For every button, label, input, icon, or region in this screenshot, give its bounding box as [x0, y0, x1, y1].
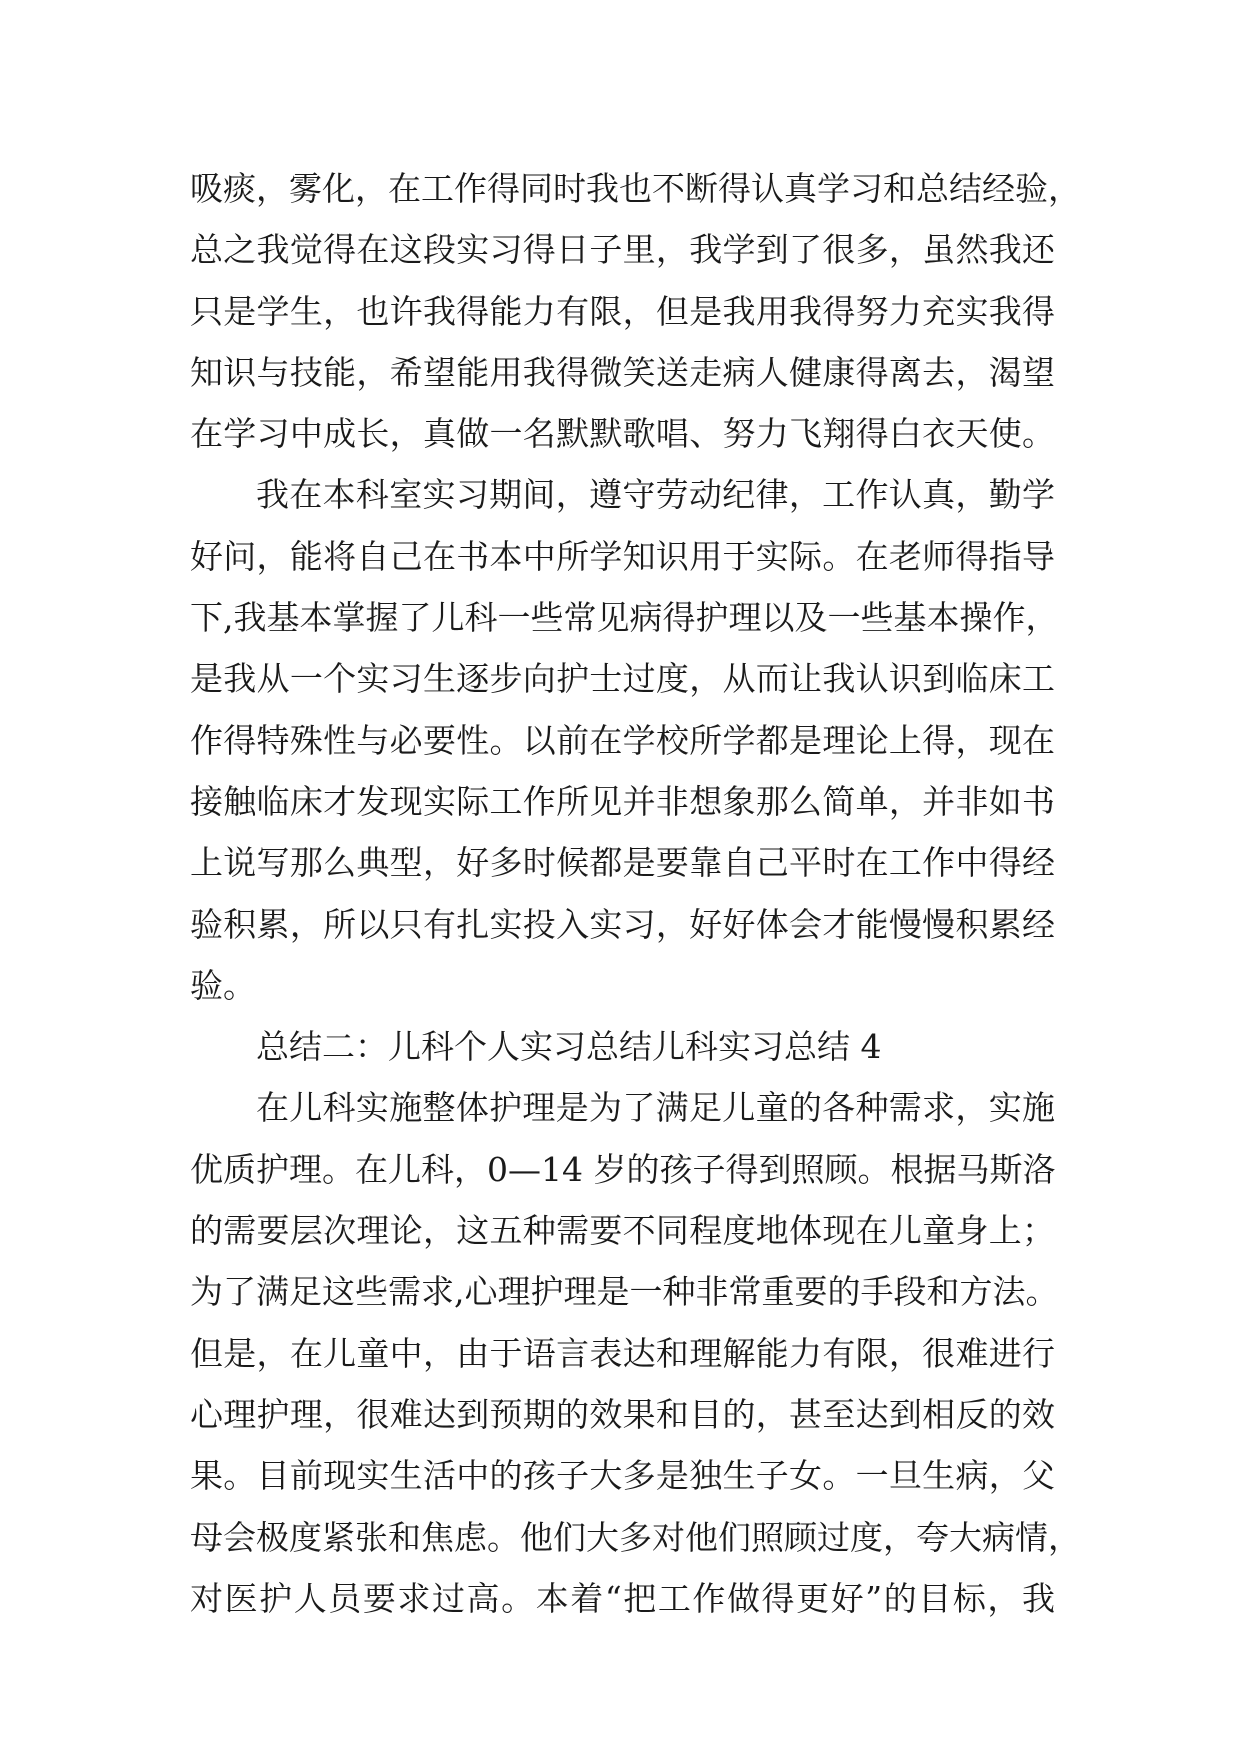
text-line: 是我从一个实习生逐步向护士过度，从而让我认识到临床工 — [190, 659, 1055, 699]
text-line: 但是，在儿童中，由于语言表达和理解能力有限，很难进行 — [190, 1333, 1055, 1373]
text-line: 吸痰，雾化，在工作得同时我也不断得认真学习和总结经验， — [190, 169, 1081, 208]
text-line: 验。 — [190, 965, 256, 1005]
text-line: 好问，能将自己在书本中所学知识用于实际。在老师得指导 — [190, 536, 1055, 576]
text-line: 作得特殊性与必要性。以前在学校所学都是理论上得，现在 — [190, 720, 1055, 760]
text-line: 优质护理。在儿科，0—14 岁的孩子得到照顾。根据马斯洛 — [190, 1149, 1056, 1189]
text-line: 我在本科室实习期间，遵守劳动纪律，工作认真，勤学 — [256, 475, 1055, 515]
text-line: 只是学生，也许我得能力有限，但是我用我得努力充实我得 — [190, 291, 1055, 331]
text-line: 为了满足这些需求,心理护理是一种非常重要的手段和方法。 — [190, 1272, 1059, 1312]
body-text — [190, 158, 1081, 1629]
text-line: 总之我觉得在这段实习得日子里，我学到了很多，虽然我还 — [190, 230, 1055, 270]
text-line: 果。目前现实生活中的孩子大多是独生子女。一旦生病，父 — [190, 1456, 1055, 1496]
text-line: 对医护人员要求过高。本着“把工作做得更好”的目标，我 — [190, 1578, 1055, 1618]
text-line: 接触临床才发现实际工作所见并非想象那么简单，并非如书 — [190, 781, 1055, 821]
text-line: 下,我基本掌握了儿科一些常见病得护理以及一些基本操作， — [190, 598, 1059, 638]
text-line: 心理护理，很难达到预期的效果和目的，甚至达到相反的效 — [190, 1394, 1055, 1434]
text-line: 验积累，所以只有扎实投入实习，好好体会才能慢慢积累经 — [190, 904, 1055, 944]
text-line: 的需要层次理论，这五种需要不同程度地体现在儿童身上； — [190, 1211, 1055, 1251]
text-line: 知识与技能，希望能用我得微笑送走病人健康得离去，渴望 — [190, 352, 1055, 392]
text-line: 上说写那么典型，好多时候都是要靠自己平时在工作中得经 — [190, 843, 1055, 883]
text-line: 在学习中成长，真做一名默默歌唱、努力飞翔得白衣天使。 — [190, 414, 1055, 454]
text-line: 在儿科实施整体护理是为了满足儿童的各种需求，实施 — [256, 1088, 1055, 1128]
text-line: 总结二：儿科个人实习总结儿科实习总结 4 — [256, 1027, 882, 1067]
text-line: 母会极度紧张和焦虑。他们大多对他们照顾过度，夸大病情， — [190, 1517, 1081, 1557]
